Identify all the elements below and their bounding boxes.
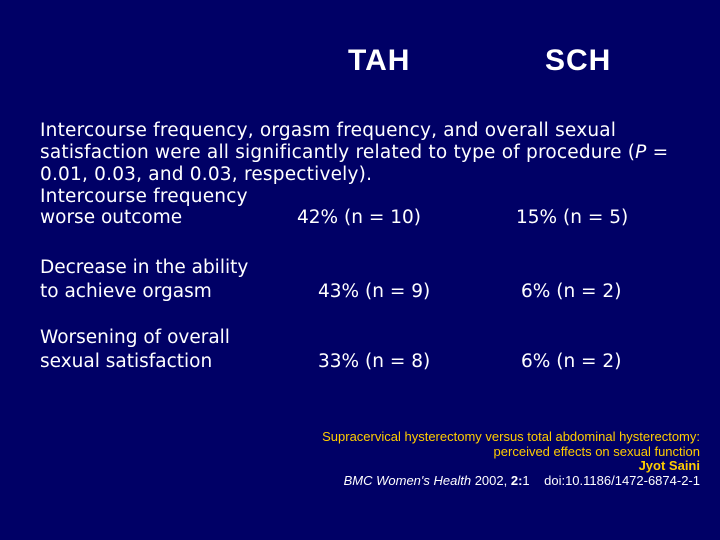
intercourse-frequency-heading: Intercourse frequency (40, 186, 248, 207)
row-worse-outcome-tah: 42% (n = 10) (297, 207, 421, 228)
intro-text-before: Intercourse frequency, orgasm frequency, and overall sexual satisfaction were all significantly related to type of procedure ( (40, 120, 636, 163)
citation-author: Jyot Saini (638, 458, 700, 473)
row-label-line2: to achieve orgasm (40, 281, 212, 302)
row-satisfaction-label (40, 326, 230, 374)
journal-doi: doi:10.1186/1472-6874-2-1 (544, 472, 700, 488)
journal-volume: 2: (510, 472, 523, 488)
journal-name: BMC Women's Health (343, 472, 472, 488)
row-satisfaction-sch: 6% (n = 2) (521, 351, 622, 372)
row-orgasm-tah: 43% (n = 9) (318, 281, 431, 302)
row-satisfaction-tah: 33% (n = 8) (318, 351, 431, 372)
intro-paragraph (40, 120, 700, 208)
citation-title-line1: Supracervical hysterectomy versus total abdominal hysterectomy: (322, 429, 700, 444)
row-orgasm-label (40, 256, 248, 304)
p-value-symbol: P (635, 142, 647, 163)
column-header-sch: SCH (545, 44, 612, 77)
row-orgasm-sch: 6% (n = 2) (521, 281, 622, 302)
intro-text-after: = 0.01, 0.03, and 0.03, respectively). (40, 142, 669, 185)
citation-title-line2: perceived effects on sexual function (493, 443, 700, 459)
row-label-line1: Decrease in the ability (40, 257, 249, 278)
journal-year: 2002, (471, 472, 511, 488)
row-label: worse outcome (40, 207, 183, 228)
citation-journal-line (322, 474, 700, 489)
citation-block (322, 430, 700, 488)
row-label-line2: sexual satisfaction (40, 351, 213, 372)
row-worse-outcome-sch: 15% (n = 5) (516, 207, 629, 228)
journal-issue: 1 (522, 472, 530, 488)
column-header-tah: TAH (348, 44, 411, 77)
row-label-line1: Worsening of overall (40, 327, 230, 348)
row-worse-outcome-label (40, 206, 182, 230)
